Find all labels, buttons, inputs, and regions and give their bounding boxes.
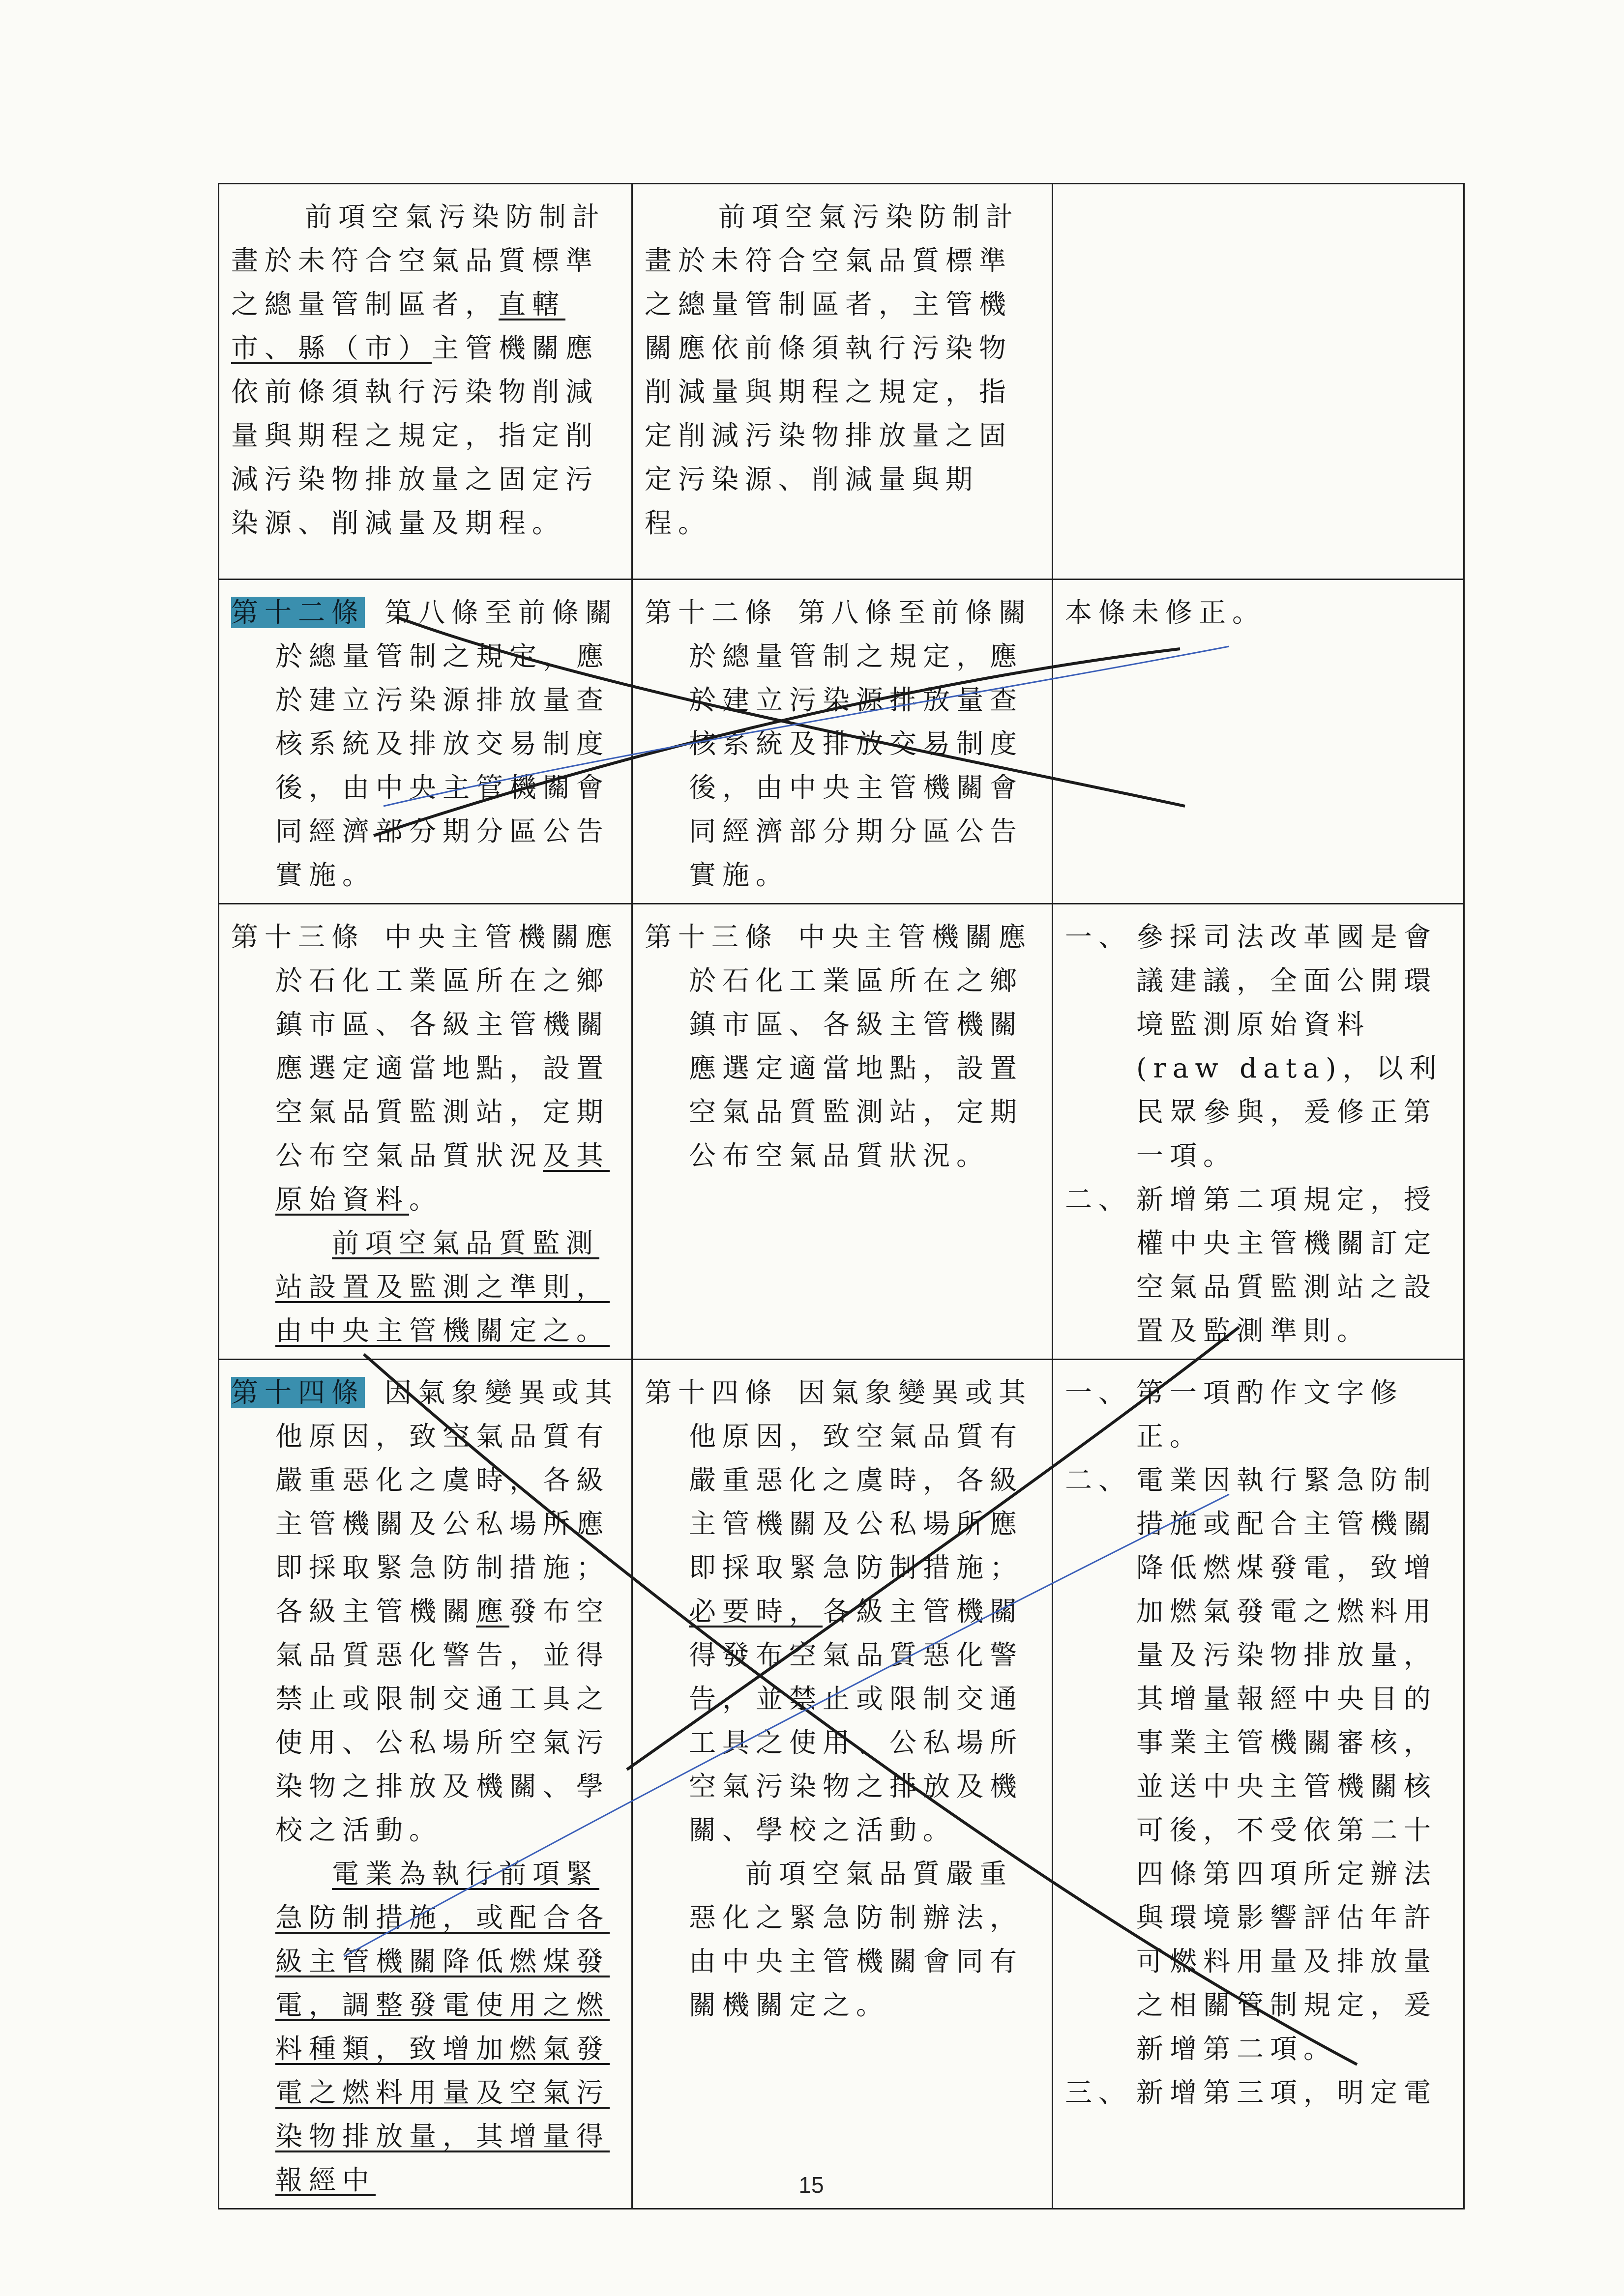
explanation-cell bbox=[1053, 904, 1464, 1360]
amended-text-cell bbox=[219, 184, 632, 580]
article-label-highlighted: 第十二條 bbox=[231, 597, 365, 628]
cell-text: 第八條至前條關於總量管制之規定，應於建立污染源排放量查核系統及排放交易制度後，由中央主管機關會同經濟部分期分區公告實施。 bbox=[275, 597, 619, 891]
list-item: 三、 新增第三項，明定電 bbox=[1065, 2077, 1438, 2108]
amended-text-cell: 第十三條 中央主管機關應於石化工業區所在之鄉鎮市區、各級主管機關應選定適當地點，設置空氣品質監測站，定期公布空氣品質狀況及其原始資料。 前項空氣品質監測站設置及監測之準則，由中央主管機關定之。 bbox=[219, 904, 632, 1360]
underlined-text: 直轄市、縣（市） bbox=[231, 289, 566, 364]
cell-text: 前項空氣污染防制計畫於未符合空氣品質標準之總量管制區者， bbox=[231, 201, 606, 320]
amended-text-cell bbox=[219, 580, 632, 904]
underlined-text: 必要時， bbox=[689, 1596, 823, 1627]
cell-text: 中央主管機關應於石化工業區所在之鄉鎮市區、各級主管機關應選定適當地點，設置空氣品質監測站，定期公布空氣品質狀況 bbox=[275, 921, 619, 1171]
amended-text-cell bbox=[219, 1360, 632, 2209]
article-label: 第十二條 bbox=[645, 597, 779, 628]
table-row bbox=[219, 184, 1464, 580]
article-label: 第十四條 bbox=[645, 1377, 779, 1408]
explanation-cell bbox=[1053, 580, 1464, 904]
cell-text: 本條未修正。 bbox=[1065, 597, 1266, 628]
cell-text: 因氣象變異或其他原因，致空氣品質有嚴重惡化之虞時，各級主管機關及公私場所應即採取緊急防制措施； bbox=[689, 1377, 1033, 1583]
explanation-cell bbox=[1053, 184, 1464, 580]
cell-text: 前項空氣污染防制計畫於未符合空氣品質標準之總量管制區者，主管機關應依前條須執行污染物削減量與期程之規定，指定削減污染物排放量之固定污染源、削減量與期程。 bbox=[645, 201, 1020, 539]
underlined-text: 前項空氣品質監測站設置及監測之準則，由中央主管機關定之。 bbox=[275, 1227, 610, 1346]
list-item: 二、 電業因執行緊急防制措施或配合主管機關降低燃煤發電，致增加燃氣發電之燃料用量及污染物排放量，其增量報經中央目的事業主管機關審核，並送中央主管機關核可後，不受依第二十四條第四項所定辦法與環境影響評估年許可燃料用量及排放量之相關管制規定，爰新增第二項。 bbox=[1065, 1464, 1438, 2064]
current-text-cell bbox=[632, 580, 1053, 904]
explanation-cell bbox=[1053, 1360, 1464, 2209]
page-number: 15 bbox=[798, 2172, 824, 2198]
cell-text: 中央主管機關應於石化工業區所在之鄉鎮市區、各級主管機關應選定適當地點，設置空氣品質監測站，定期公布空氣品質狀況。 bbox=[689, 921, 1033, 1171]
current-text-cell bbox=[632, 1360, 1053, 2209]
cell-text: 主管機關應依前條須執行污染物削減量與期程之規定，指定削減污染物排放量之固定污染源、削減量及期程。 bbox=[231, 332, 599, 539]
cell-text: 前項空氣品質嚴重惡化之緊急防制辦法，由中央主管機關會同有關機關定之。 bbox=[689, 1858, 1024, 2021]
cell-text: 各級主管機關得發布空氣品質惡化警告，並禁止或限制交通工具之使用、公私場所空氣污染物之排放及機關、學校之活動。 bbox=[689, 1596, 1024, 1846]
table-row bbox=[219, 904, 1464, 1360]
cell-text: 發布空氣品質惡化警告，並得禁止或限制交通工具之使用、公私場所空氣污染物之排放及機關、學校之活動。 bbox=[275, 1596, 610, 1846]
list-item: 一、 參採司法改革國是會議建議，全面公開環境監測原始資料(raw data)，以利民眾參與，爰修正第一項。 bbox=[1065, 921, 1443, 1171]
table-row bbox=[219, 1360, 1464, 2209]
list-item: 一、 第一項酌作文字修正。 bbox=[1065, 1377, 1404, 1452]
article-label-highlighted: 第十四條 bbox=[231, 1377, 365, 1408]
cell-text: 第八條至前條關於總量管制之規定，應於建立污染源排放量查核系統及排放交易制度後，由中央主管機關會同經濟部分期分區公告實施。 bbox=[689, 597, 1033, 891]
underlined-text: 應 bbox=[476, 1596, 510, 1627]
list-item: 二、 新增第二項規定，授權中央主管機關訂定空氣品質監測站之設置及監測準則。 bbox=[1065, 1184, 1438, 1346]
underlined-text: 電業為執行前項緊急防制措施，或配合各級主管機關降低燃煤發電，調整發電使用之燃料種類，致增加燃氣發電之燃料用量及空氣污染物排放量，其增量得報經中 bbox=[275, 1858, 610, 2196]
current-text-cell bbox=[632, 904, 1053, 1360]
current-text-cell bbox=[632, 184, 1053, 580]
underlined-text: 及其原始資料 bbox=[275, 1140, 610, 1215]
article-label: 第十三條 bbox=[231, 921, 365, 953]
cell-text: 因氣象變異或其他原因，致空氣品質有嚴重惡化之虞時，各級主管機關及公私場所應即採取緊急防制措施；各級主管機關 bbox=[275, 1377, 619, 1627]
comparison-table bbox=[218, 183, 1465, 2209]
table-row bbox=[219, 580, 1464, 904]
article-label: 第十三條 bbox=[645, 921, 779, 953]
